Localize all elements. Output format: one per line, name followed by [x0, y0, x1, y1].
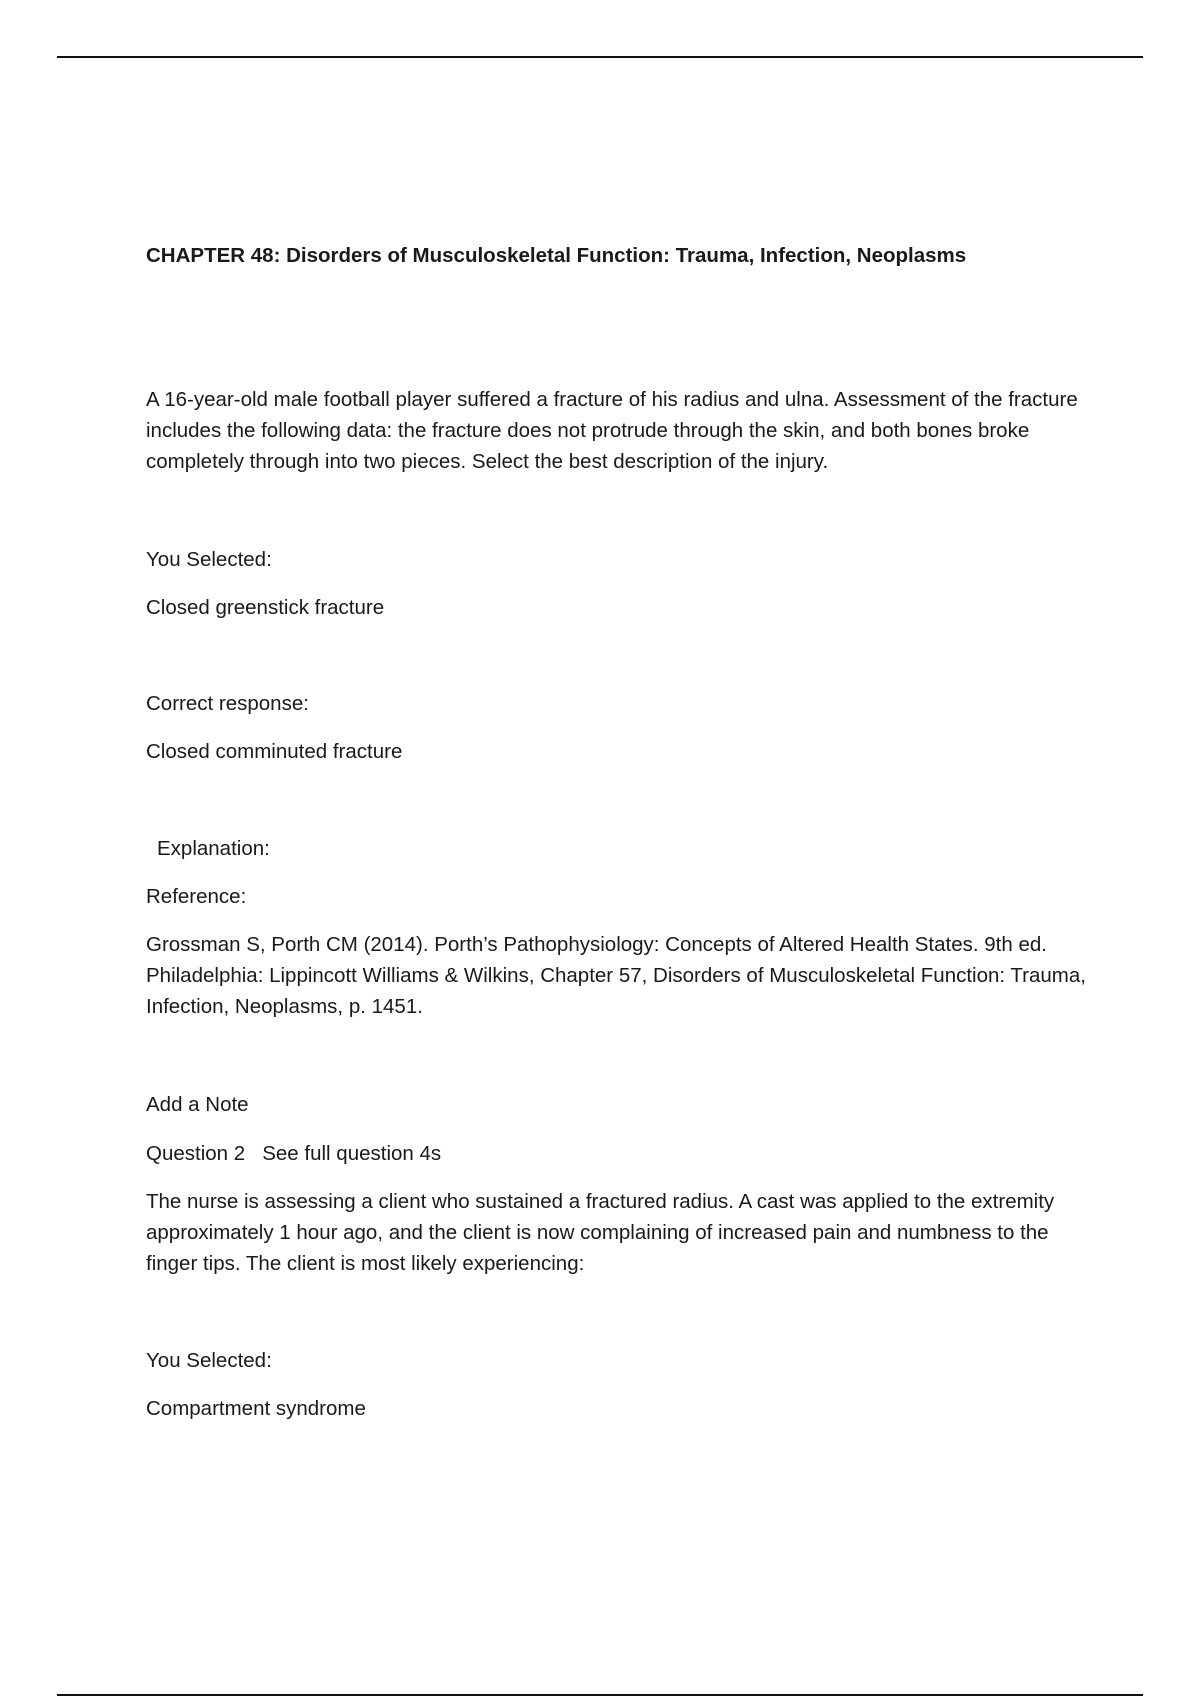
q2-you-selected-answer: Compartment syndrome: [146, 1397, 366, 1420]
top-rule: [57, 56, 1143, 58]
q1-you-selected-answer: Closed greenstick fracture: [146, 596, 385, 619]
question-2-header: Question 2 See full question 4s: [146, 1142, 442, 1165]
add-note-link[interactable]: Add a Note: [146, 1093, 249, 1116]
q1-you-selected-label: You Selected:: [146, 548, 272, 571]
chapter-title: CHAPTER 48: Disorders of Musculoskeletal Function: Trauma, Infection, Neoplasms: [146, 244, 967, 267]
q2-you-selected-label: You Selected:: [146, 1349, 272, 1372]
q1-reference-label: Reference:: [146, 885, 247, 908]
question-1-stem: A 16-year-old male football player suffered a fracture of his radius and ulna. Assessment of the fracture includes the following data: the fracture does not protrude through the skin, and both bones broke completely through into two pieces. Select the best description of the injury.: [146, 388, 1078, 473]
q1-correct-answer: Closed comminuted fracture: [146, 740, 403, 763]
q1-explanation-label: Explanation:: [157, 837, 270, 860]
bottom-rule: [57, 1694, 1143, 1696]
question-2-stem: The nurse is assessing a client who sustained a fractured radius. A cast was applied to the extremity approximately 1 hour ago, and the client is now complaining of increased pain and numbness to the finger tips. The client is most likely experiencing:: [146, 1190, 1055, 1275]
q1-reference-text: Grossman S, Porth CM (2014). Porth’s Pathophysiology: Concepts of Altered Health States. 9th ed. Philadelphia: Lippincott Williams & Wilkins, Chapter 57, Disorders of Musculoskeletal Function: Trauma, Infection, Neoplasms, p. 1451.: [146, 933, 1086, 1018]
q1-correct-label: Correct response:: [146, 692, 309, 715]
